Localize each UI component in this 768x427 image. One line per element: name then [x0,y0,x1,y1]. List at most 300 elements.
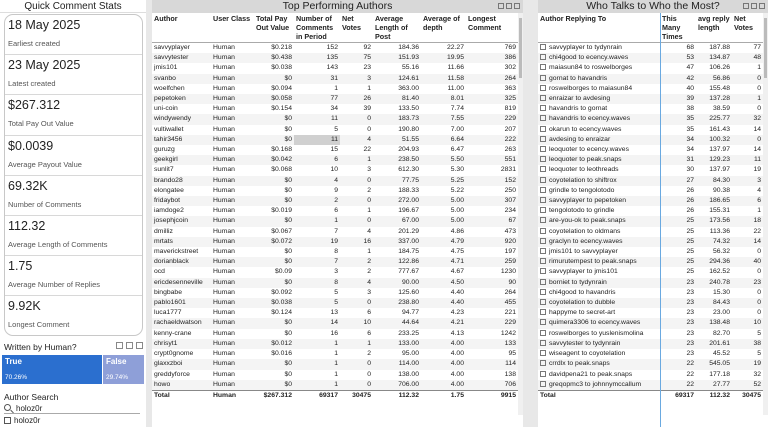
row-checkbox-icon[interactable] [540,309,546,315]
table-row[interactable] [152,176,518,186]
table-cell: 238.50 [373,155,421,165]
table-cell: 23 [686,329,694,337]
row-checkbox-icon[interactable] [540,136,546,142]
table-cell: Human [213,288,235,296]
stat-card [5,15,142,55]
table-row[interactable] [538,206,763,216]
table-cell: 34 [660,135,696,145]
table-row[interactable] [538,186,763,196]
table-row[interactable] [152,308,518,318]
stat-value: 69.32K [8,178,48,193]
table-cell: 26 [340,94,373,104]
table-row[interactable] [538,318,763,328]
table-row[interactable] [538,370,763,380]
table-cell: 25 [660,237,696,247]
table-cell: 152 [466,176,518,186]
table-row[interactable] [538,278,763,288]
table-cell: 47 [686,64,694,72]
table-cell: 545.05 [696,359,732,369]
table-row[interactable] [152,237,518,247]
table-cell: 229 [466,318,518,328]
stat-label: Average Number of Replies [8,280,100,290]
table-cell: coyotelation to shiftrox [538,176,660,186]
table-cell: crrdlx to peak.snaps [538,359,660,369]
table-cell: 1 [367,248,371,256]
who-talks-grid [538,13,763,401]
true-bar[interactable] [2,355,102,384]
table-cell: 3 [732,176,763,186]
table-cell: $0 [254,114,294,124]
table-cell: 337.00 [373,237,421,247]
table-row[interactable] [152,135,518,145]
table-cell: 188.33 [398,186,419,194]
table-cell: savvytester [152,53,211,63]
table-cell: 1 [294,339,340,349]
row-checkbox-icon[interactable] [540,126,546,132]
row-checkbox-icon[interactable] [540,371,546,377]
table-cell: 5.00 [421,216,466,226]
table-cell: 23 [660,298,696,308]
focus-mode-icon[interactable] [506,3,512,9]
table-row[interactable] [538,339,763,349]
table-row[interactable] [152,349,518,359]
who-talks-header [538,0,768,13]
table-cell: 30 [686,166,694,174]
table-cell: 2 [340,257,373,267]
table-row[interactable] [152,370,518,380]
table-row[interactable] [152,63,518,73]
total-cell: Total [152,390,211,401]
table-row[interactable] [152,227,518,237]
table-cell: 11.66 [447,64,464,72]
row-checkbox-icon[interactable] [540,115,546,121]
table-cell: vultiwallet [154,125,184,133]
table-cell: 137.97 [709,166,730,174]
stat-label: Total Pay Out Value [8,119,74,129]
focus-mode-icon[interactable] [751,3,757,9]
table-cell: 152 [326,44,338,51]
author-search-input[interactable] [4,403,140,414]
table-cell: 186.65 [696,196,732,206]
row-checkbox-icon[interactable] [540,64,546,70]
table-cell: 7 [334,227,338,235]
table-row[interactable] [538,288,763,298]
table-cell: 4.71 [421,257,466,267]
table-cell: 77.75 [373,176,421,186]
table-cell: Human [211,135,254,145]
table-row[interactable] [538,125,763,135]
table-row[interactable] [538,196,763,206]
row-checkbox-icon[interactable] [540,319,546,325]
table-cell: 0 [340,380,373,391]
table-cell: leoquoter to leothreads [538,165,660,175]
table-row[interactable] [152,74,518,84]
table-cell: 22 [363,146,371,154]
column-header[interactable]: Net Votes [340,13,373,43]
table-cell: 1 [340,339,373,349]
column-header[interactable]: This Many Times [660,13,696,43]
table-cell: $0.038 [271,64,292,72]
false-label: False [106,357,127,366]
table-cell: 19.95 [421,53,466,63]
table-row[interactable] [152,247,518,257]
total-cell: 30475 [340,390,373,401]
table-cell: 612.30 [398,166,419,174]
table-cell: 95.00 [401,350,419,358]
column-header[interactable]: Longest Comment [466,13,518,43]
option-checkbox[interactable] [4,417,11,424]
table-row[interactable] [538,63,763,73]
table-cell: 67 [466,216,518,226]
table-row[interactable] [538,359,763,369]
row-checkbox-icon[interactable] [540,279,546,285]
table-cell: 81.40 [373,94,421,104]
table-row[interactable] [538,135,763,145]
row-checkbox-icon[interactable] [540,228,546,234]
table-row[interactable] [538,216,763,226]
table-cell: $0.218 [271,44,292,51]
column-divider [660,13,661,427]
table-cell: 5.25 [421,176,466,186]
table-cell: 75 [340,53,373,63]
stat-card [5,216,142,256]
table-cell: Human [211,298,254,308]
table-cell: maiasun84 to roswelborges [538,63,660,73]
column-header[interactable]: Author [152,13,211,43]
table-cell: uni-coin [154,105,178,113]
table-cell: 11 [294,114,340,124]
row-checkbox-icon[interactable] [540,289,546,295]
table-cell: savvyplayer to pepetoken [538,196,660,206]
table-cell: 4.13 [450,329,464,337]
table-cell: $0.038 [254,298,294,308]
row-checkbox-icon[interactable] [540,360,546,366]
row-checkbox-icon[interactable] [540,95,546,101]
table-cell: 10 [330,166,338,174]
table-cell: sunlit7 [154,166,174,174]
table-cell: 196.67 [398,207,419,215]
table-cell: $0 [254,380,294,391]
row-checkbox-icon[interactable] [540,187,546,193]
row-checkbox-icon[interactable] [540,85,546,91]
table-cell: 7.00 [450,125,464,133]
table-row[interactable] [152,43,518,54]
table-cell: 234 [504,207,516,215]
table-row[interactable] [538,145,763,155]
table-cell: $0.09 [274,268,292,276]
table-cell: mrtats [152,237,211,247]
table-cell: 8 [334,248,338,256]
table-row[interactable] [152,206,518,216]
table-row[interactable] [538,298,763,308]
table-row[interactable] [152,196,518,206]
table-cell: 1 [340,155,373,165]
table-cell: Human [213,207,235,215]
stat-label: Average Payout Value [8,159,82,169]
table-cell: 68 [686,44,694,51]
table-cell: 44.64 [373,318,421,328]
row-checkbox-icon[interactable] [540,330,546,336]
who-talks-title: Who Talks to Who the Most? [586,0,720,12]
table-cell: 56.86 [696,74,732,84]
table-cell: 38 [732,339,763,349]
table-cell: wiseagent to coyotelation [538,349,660,359]
table-cell: $0.094 [271,84,292,92]
table-cell: 4.00 [421,359,466,369]
top-authors-grid [152,13,518,401]
row-checkbox-icon[interactable] [540,248,546,254]
total-row [538,390,763,401]
table-cell: josephjcoin [152,216,211,226]
table-cell: 74.32 [696,237,732,247]
row-checkbox-icon[interactable] [540,217,546,223]
table-cell: 0 [757,309,761,317]
table-cell: 125.60 [398,288,419,296]
table-row[interactable] [152,278,518,288]
more-options-icon[interactable] [514,3,520,9]
table-cell: 82.70 [712,329,730,337]
table-cell: Human [211,339,254,349]
table-row[interactable] [538,84,763,94]
column-header[interactable]: Total Pay Out Value [254,13,294,43]
table-row[interactable] [152,298,518,308]
table-cell: 8.01 [421,94,466,104]
row-checkbox-icon[interactable] [540,238,546,244]
table-cell: fridaybot [152,196,211,206]
table-cell: 0 [340,216,373,226]
table-cell: 94.77 [401,309,419,317]
table-cell: $0.042 [254,155,294,165]
table-cell: 134.87 [696,53,732,63]
row-checkbox-icon[interactable] [540,258,546,264]
total-cell: $267.312 [254,390,294,401]
table-cell: 920 [466,237,518,247]
table-row[interactable] [152,318,518,328]
table-cell: enraizar to avdesing [538,94,660,104]
table-cell: Human [213,186,235,194]
table-cell: 23 [686,350,694,358]
more-options-icon[interactable] [759,3,765,9]
table-row[interactable] [538,380,763,391]
table-cell: 4.50 [421,278,466,288]
table-row[interactable] [152,288,518,298]
column-header[interactable]: Author Replying To [538,13,660,43]
table-cell: $0.012 [254,339,294,349]
table-row[interactable] [538,104,763,114]
row-checkbox-icon[interactable] [540,54,546,60]
table-cell: guruzg [154,146,175,154]
table-cell: 11.58 [421,74,466,84]
table-cell: 22.27 [446,44,464,51]
table-cell: 819 [504,105,516,113]
table-cell: roswelborges to yuslenismolina [538,329,660,339]
table-cell: 40 [686,84,694,92]
table-row[interactable] [152,114,518,124]
column-header[interactable]: avg reply length [696,13,732,43]
table-cell: 2 [367,268,371,276]
filter-icon[interactable] [743,3,749,9]
search-option-item[interactable] [4,416,40,425]
table-cell: 124.61 [373,74,421,84]
filter-icon[interactable] [498,3,504,9]
false-bar[interactable] [103,355,144,384]
table-row[interactable] [538,94,763,104]
table-row[interactable] [152,165,518,175]
table-row[interactable] [538,43,763,54]
stat-card [5,256,142,296]
table-row[interactable] [152,380,518,391]
table-cell: 4.40 [450,288,464,296]
row-checkbox-icon[interactable] [540,44,546,50]
table-row[interactable] [538,267,763,277]
row-checkbox-icon[interactable] [540,207,546,213]
table-row[interactable] [152,339,518,349]
row-checkbox-icon[interactable] [540,299,546,305]
table-row[interactable] [152,145,518,155]
table-cell: 4 [294,176,340,186]
more-options-icon[interactable] [136,342,143,349]
table-cell: $0 [284,329,292,337]
table-cell: 0 [367,125,371,133]
table-cell: 114.00 [373,359,421,369]
table-cell: 4 [340,278,373,288]
table-cell: Human [213,329,235,337]
table-cell: Human [211,216,254,226]
table-cell: woelfchen [154,84,185,92]
row-checkbox-icon[interactable] [540,146,546,152]
table-cell: $0 [254,216,294,226]
table-cell: Human [211,176,254,186]
total-cell: 69317 [294,390,340,401]
row-checkbox-icon[interactable] [540,166,546,172]
table-row[interactable] [538,247,763,257]
table-row[interactable] [538,308,763,318]
table-cell: 16 [340,237,373,247]
column-header[interactable]: Average of depth [421,13,466,43]
table-row[interactable] [152,125,518,135]
table-row[interactable] [152,94,518,104]
table-cell: 5 [757,350,761,358]
total-cell: 112.32 [696,390,732,401]
table-row[interactable] [152,155,518,165]
table-row[interactable] [152,329,518,339]
table-cell: 8 [294,278,340,288]
table-cell: 129.23 [696,155,732,165]
table-cell: $0 [254,135,294,145]
table-row[interactable] [538,53,763,63]
focus-mode-icon[interactable] [126,342,133,349]
table-row[interactable] [152,216,518,226]
row-checkbox-icon[interactable] [540,340,546,346]
table-row[interactable] [538,237,763,247]
table-row[interactable] [538,349,763,359]
table-cell: 11 [732,155,763,165]
table-cell: elongatee [154,186,184,194]
table-cell: havandris to gornat [538,104,660,114]
table-row[interactable] [538,227,763,237]
table-cell: 23.00 [712,309,730,317]
row-checkbox-icon[interactable] [540,105,546,111]
table-cell: 240.78 [696,278,732,288]
table-cell: 302 [504,64,516,72]
table-row[interactable] [152,53,518,63]
top-authors-title: Top Performing Authors [282,0,393,12]
table-row[interactable] [152,186,518,196]
table-cell: 155.31 [709,207,730,215]
vertical-scrollbar[interactable] [763,13,768,415]
table-cell: 106.26 [709,64,730,72]
table-cell: 23 [732,278,763,288]
row-checkbox-icon[interactable] [540,156,546,162]
row-checkbox-icon[interactable] [540,268,546,274]
table-row[interactable] [538,74,763,84]
table-row[interactable] [538,165,763,175]
table-row[interactable] [538,114,763,124]
table-cell: 221 [504,309,516,317]
table-cell: 4.79 [421,237,466,247]
stat-card [5,176,142,216]
column-header[interactable]: Net Votes [732,13,763,43]
row-checkbox-icon[interactable] [540,350,546,356]
table-row[interactable] [152,257,518,267]
stat-value: 1.75 [8,259,33,274]
column-header[interactable]: User Class [211,13,254,43]
total-cell: 9915 [466,390,518,401]
table-cell: 23 [363,64,371,72]
table-cell: 1 [334,84,338,92]
table-row[interactable] [152,267,518,277]
table-row[interactable] [538,257,763,267]
table-cell: 133.00 [373,339,421,349]
table-cell: geekgirl [152,155,211,165]
table-row[interactable] [152,104,518,114]
row-checkbox-icon[interactable] [540,75,546,81]
row-checkbox-icon[interactable] [540,197,546,203]
table-row[interactable] [152,359,518,369]
table-cell: 137.28 [696,94,732,104]
table-cell: 7.74 [450,105,464,113]
table-cell: 84.30 [696,176,732,186]
vertical-scrollbar[interactable] [518,13,523,415]
table-row[interactable] [538,176,763,186]
table-row[interactable] [538,155,763,165]
table-cell: 137.97 [709,146,730,154]
table-cell: 204.93 [398,146,419,154]
table-cell: crypt0gnome [154,350,194,358]
author-search-slicer [0,391,146,427]
filter-icon[interactable] [116,342,123,349]
table-cell: 32 [732,114,763,124]
table-cell: 0 [340,196,373,206]
column-header[interactable]: Number of Comments in Period [294,13,340,43]
row-checkbox-icon[interactable] [540,381,546,387]
row-checkbox-icon[interactable] [540,177,546,183]
table-cell: 0 [757,105,761,113]
stat-value: $267.312 [8,98,61,113]
table-cell: maverickstreet [154,248,199,256]
table-cell: 11 [294,135,340,145]
table-row[interactable] [538,329,763,339]
table-cell: 3 [367,288,371,296]
table-cell: 23 [660,318,696,328]
table-cell: 22 [660,380,696,391]
table-cell: greddyforce [154,370,190,378]
table-cell: savvyplayer to jmis101 [538,267,660,277]
table-row[interactable] [152,84,518,94]
column-header[interactable]: Average Length of Post [373,13,421,43]
table-cell: $0.124 [271,309,292,317]
table-cell: 0 [732,74,763,84]
